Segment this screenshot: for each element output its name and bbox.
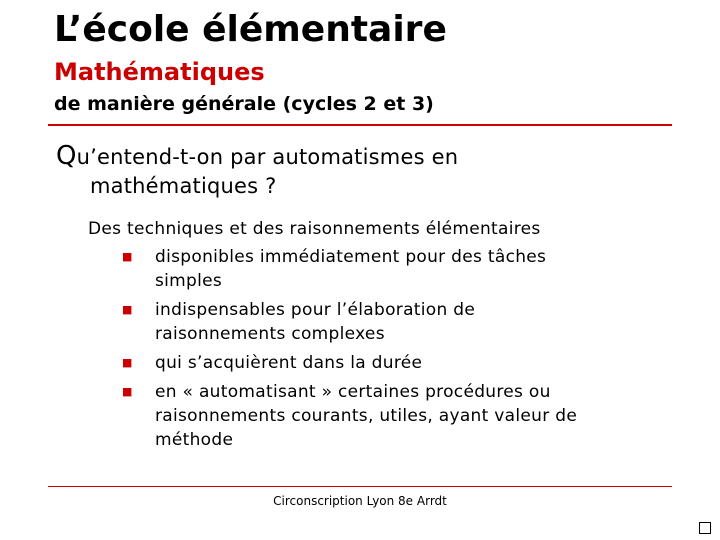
question-initial: Q <box>56 141 77 171</box>
slide-subsubtitle: de manière générale (cycles 2 et 3) <box>54 93 434 115</box>
square-bullet-icon: ■ <box>122 250 133 263</box>
bullet-2-line-2: raisonnements complexes <box>155 324 385 344</box>
list-item <box>120 380 680 452</box>
bullet-4-line-2: raisonnements courants, utiles, ayant valeur de <box>155 406 578 426</box>
square-bullet-icon: ■ <box>122 303 133 316</box>
question-line-1 <box>56 142 666 172</box>
square-bullet-icon: ■ <box>122 356 133 369</box>
slide-title: L’école élémentaire <box>54 9 447 50</box>
corner-square-icon <box>699 522 711 534</box>
lead-text: Des techniques et des raisonnements élémentaires <box>88 219 541 239</box>
bullet-4-line-3: méthode <box>155 430 234 450</box>
footer-text: Circonscription Lyon 8e Arrdt <box>273 494 447 508</box>
list-item <box>120 351 680 375</box>
list-item <box>120 298 680 346</box>
square-bullet-icon: ■ <box>122 385 133 398</box>
question-line-1-rest: u’entend-t-on par automatismes en <box>76 145 459 169</box>
bullet-2-line-1: indispensables pour l’élaboration de <box>155 300 476 320</box>
slide-subtitle: Mathématiques <box>54 58 265 86</box>
bottom-divider <box>48 486 672 487</box>
bullet-4-line-1: en « automatisant » certaines procédures ou <box>155 382 551 402</box>
bullet-1-line-2: simples <box>155 271 223 291</box>
bullet-list <box>120 245 680 457</box>
question-line-2: mathématiques ? <box>90 174 277 198</box>
question-text <box>56 142 666 201</box>
list-item <box>120 245 680 293</box>
bullet-1-line-1: disponibles immédiatement pour des tâches <box>155 247 547 267</box>
bullet-3-line-1: qui s’acquièrent dans la durée <box>155 353 423 373</box>
top-divider <box>48 124 672 126</box>
